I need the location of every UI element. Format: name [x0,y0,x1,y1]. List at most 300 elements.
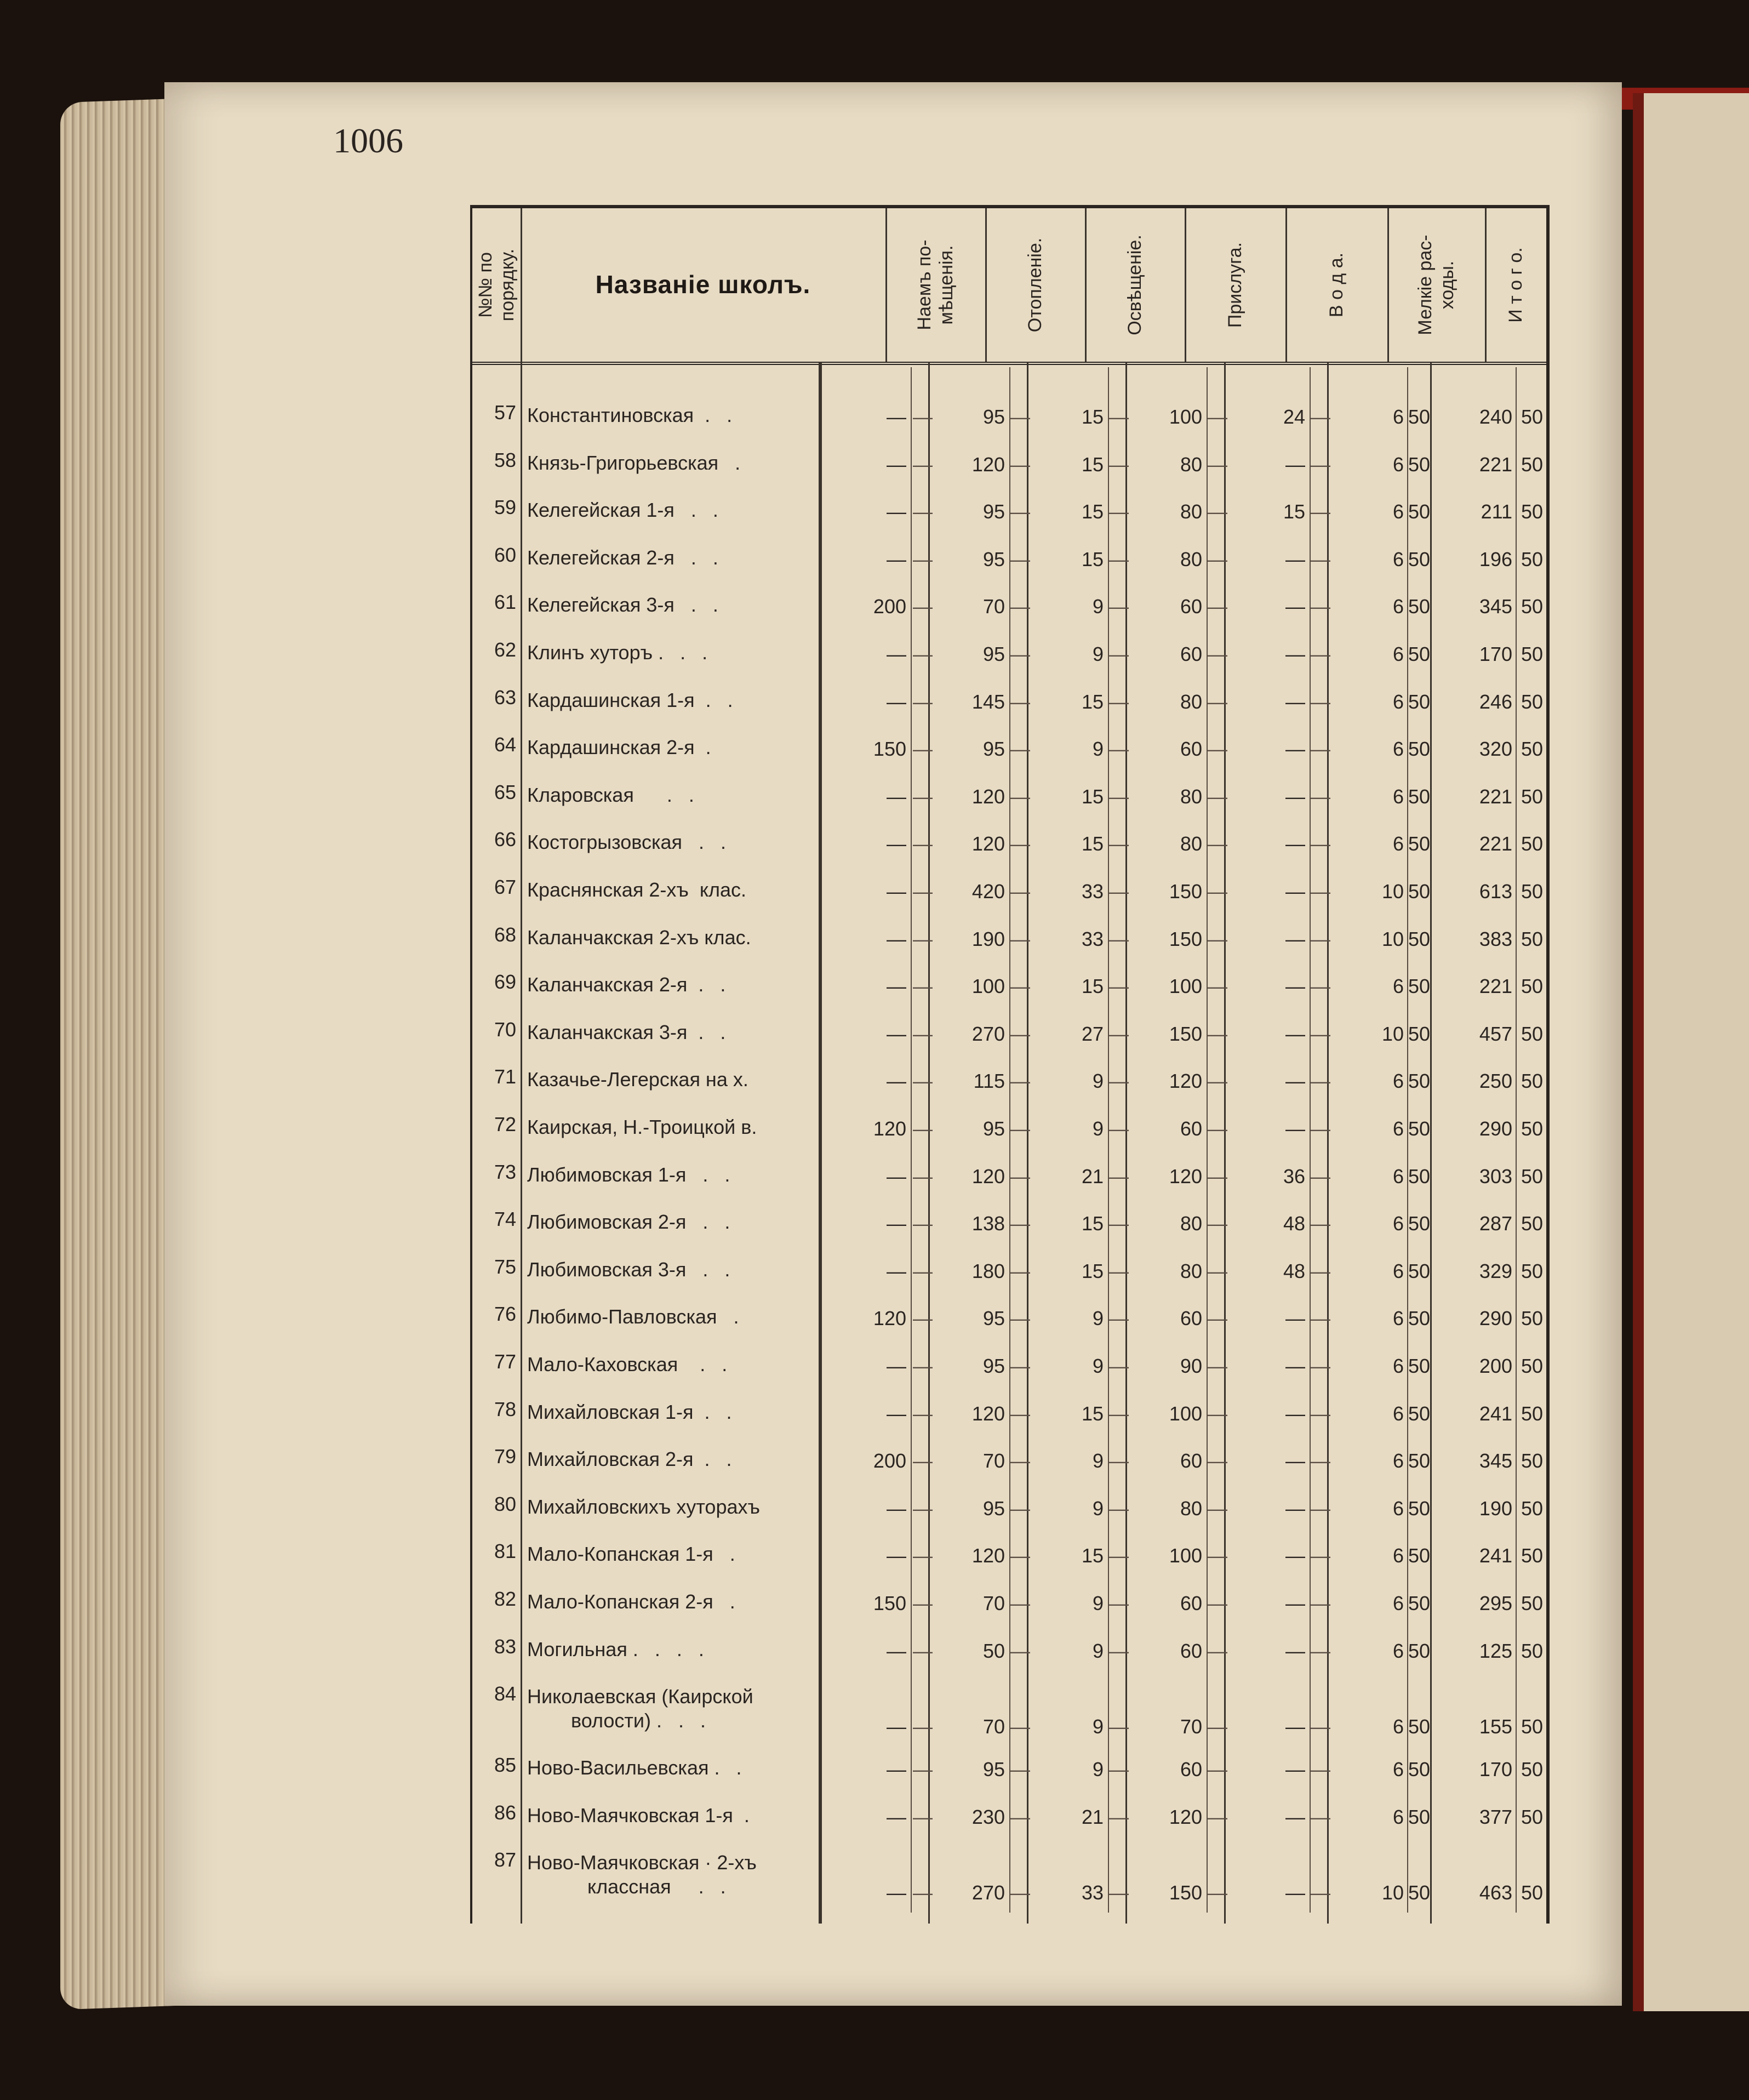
cell-serv-k: — [1208,1355,1227,1377]
cell-rent: — [887,500,906,523]
cell-light-k: — [1109,1881,1129,1904]
cell-water-k: — [1311,1259,1330,1282]
cell-total-k: 50 [1521,1307,1543,1330]
cell-rent: — [887,1758,906,1781]
cell-no: 65 [494,780,516,803]
table-row [472,875,1546,922]
cell-misc-k: 50 [1408,1544,1431,1567]
page-number: 1006 [333,121,403,160]
cell-light-k: — [1109,1402,1129,1425]
cell-name: Кларовская . . [527,783,694,806]
table-row [472,685,1546,732]
table-row [472,1064,1546,1111]
header-misc-label: Мелкіе рас- ходы. [1415,235,1458,335]
cell-serv-k: — [1208,1022,1227,1045]
table-row [472,1254,1546,1302]
cell-total-k: 50 [1521,975,1543,998]
cell-heat: 270 [971,1022,1005,1045]
cell-no: 83 [494,1635,516,1658]
cell-serv: 70 [1180,1715,1202,1738]
cell-rent-k: — [913,1022,933,1045]
cell-serv: 120 [1169,1805,1202,1828]
cell-rent: 200 [873,595,906,618]
cell-serv: 60 [1180,1307,1202,1330]
cell-water: — [1285,1497,1305,1520]
cell-name: Любимовская 1-я . . [527,1163,730,1186]
cell-serv-k: — [1208,1715,1227,1738]
cell-no: 80 [494,1492,516,1515]
cell-misc-k: 50 [1408,1259,1431,1282]
cell-serv-k: — [1208,1212,1227,1235]
cell-water-k: — [1311,1355,1330,1377]
cell-total-k: 50 [1521,1758,1543,1781]
table-row [472,827,1546,874]
cell-misc: 6 [1392,690,1404,713]
table-row [472,1207,1546,1254]
cell-no: 77 [494,1350,516,1373]
cell-light: 9 [1092,1355,1104,1377]
table-row [472,637,1546,684]
cell-rent-k: — [913,1544,933,1567]
cell-no: 85 [494,1754,516,1777]
cell-water: — [1285,975,1305,998]
cell-serv: 60 [1180,595,1202,618]
cell-rent-k: — [913,927,933,950]
header-rent [885,208,987,362]
cell-water-k: — [1311,832,1330,855]
cell-total: 250 [1479,1070,1512,1093]
table-row [472,1800,1546,1847]
cell-light: 27 [1081,1022,1104,1045]
cell-serv-k: — [1208,1070,1227,1093]
cell-light-k: — [1109,1165,1129,1188]
cell-light-k: — [1109,832,1129,855]
cell-misc-k: 50 [1408,1165,1431,1188]
cell-rent: 120 [873,1117,906,1140]
cell-total: 463 [1479,1881,1512,1904]
cell-heat-k: — [1010,1165,1030,1188]
header-water-label: В о д а. [1326,252,1347,318]
cell-misc: 6 [1392,1307,1404,1330]
cell-heat: 180 [971,1259,1005,1282]
cell-misc-k: 50 [1408,927,1431,950]
cell-serv-k: — [1208,547,1227,570]
cell-no: 67 [494,876,516,898]
cell-serv-k: — [1208,1639,1227,1662]
cell-total-k: 50 [1521,1070,1543,1093]
header-water [1285,208,1389,362]
cell-name: Любимовская 2-я . . [527,1211,730,1234]
cell-serv: 60 [1180,1450,1202,1473]
cell-name: Князь-Григорьевская . [527,451,741,474]
cell-water-k: — [1311,1307,1330,1330]
cell-heat: 50 [982,1639,1005,1662]
cell-misc: 6 [1392,1805,1404,1828]
header-lighting-label: Освѣщеніе. [1124,235,1145,335]
cell-heat-k: — [1010,690,1030,713]
cell-total-k: 50 [1521,1639,1543,1662]
cell-total-k: 50 [1521,880,1543,903]
cell-heat-k: — [1010,975,1030,998]
cell-heat: 120 [971,785,1005,808]
cell-heat-k: — [1010,453,1030,476]
cell-total-k: 50 [1521,453,1543,476]
cell-serv: 60 [1180,1758,1202,1781]
cell-light-k: — [1109,1259,1129,1282]
cell-total-k: 50 [1521,595,1543,618]
cell-light: 15 [1081,1212,1104,1235]
cell-water: 48 [1283,1259,1305,1282]
cell-light-k: — [1109,927,1129,950]
cell-light: 33 [1081,927,1104,950]
cell-light-k: — [1109,1070,1129,1093]
cell-light: 9 [1092,1497,1104,1520]
cell-serv: 60 [1180,738,1202,761]
cell-misc: 6 [1392,406,1404,428]
cell-name: Ново-Васильевская . . [527,1756,742,1779]
cell-total: 240 [1479,406,1512,428]
cell-rent: — [887,1212,906,1235]
cell-name: Михайловская 2-я . . [527,1448,732,1471]
cell-total: 457 [1479,1022,1512,1045]
cell-rent-k: — [913,1639,933,1662]
cell-water-k: — [1311,1165,1330,1188]
cell-rent-k: — [913,1355,933,1377]
cell-misc-k: 50 [1408,1355,1431,1377]
header-no-label: №№ по порядку. [475,248,518,322]
cell-total: 211 [1481,500,1512,523]
cell-rent-k: — [913,500,933,523]
cell-rent-k: — [913,880,933,903]
cell-total: 345 [1479,595,1512,618]
cell-total: 190 [1479,1497,1512,1520]
cell-rent-k: — [913,1165,933,1188]
cell-heat: 70 [982,1592,1005,1614]
cell-rent: — [887,1402,906,1425]
cell-light: 15 [1081,832,1104,855]
cell-misc-k: 50 [1408,547,1431,570]
cell-serv: 120 [1169,1070,1202,1093]
cell-name: Константиновская . . [527,404,733,426]
cell-misc: 6 [1392,1592,1404,1614]
cell-no: 70 [494,1018,516,1041]
cell-total-k: 50 [1521,832,1543,855]
cell-light-k: — [1109,1307,1129,1330]
header-rent-label: Наемъ по- мѣщенія. [914,239,957,330]
cell-total-k: 50 [1521,1805,1543,1828]
cell-no: 73 [494,1160,516,1183]
cell-serv-k: — [1208,1450,1227,1473]
cell-heat-k: — [1010,1497,1030,1520]
cell-misc: 6 [1392,1450,1404,1473]
cell-serv-k: — [1208,1758,1227,1781]
cell-heat-k: — [1010,500,1030,523]
cell-total: 287 [1479,1212,1512,1235]
cell-total-k: 50 [1521,1402,1543,1425]
cell-light-k: — [1109,1022,1129,1045]
cell-light-k: — [1109,1715,1129,1738]
cell-total: 221 [1479,453,1512,476]
cell-heat: 270 [971,1881,1005,1904]
cell-water: — [1285,1307,1305,1330]
cell-heat: 95 [982,547,1005,570]
cell-serv-k: — [1208,975,1227,998]
cell-name: Михайловская 1-я . . [527,1400,732,1423]
cell-heat: 70 [982,595,1005,618]
cell-total: 290 [1479,1307,1512,1330]
cell-rent-k: — [913,975,933,998]
cell-water-k: — [1311,1544,1330,1567]
cell-serv-k: — [1208,1881,1227,1904]
cell-water: — [1285,832,1305,855]
cell-heat: 230 [971,1805,1005,1828]
cell-total: 170 [1479,643,1512,665]
cell-light: 21 [1081,1165,1104,1188]
cell-water: — [1285,927,1305,950]
cell-rent: 150 [873,738,906,761]
cell-name: Любимовская 3-я . . [527,1258,730,1281]
cell-total-k: 50 [1521,406,1543,428]
cell-serv-k: — [1208,880,1227,903]
cell-rent: — [887,832,906,855]
cell-total: 383 [1479,927,1512,950]
cell-water: — [1285,643,1305,665]
cell-light-k: — [1109,1639,1129,1662]
cell-water-k: — [1311,1592,1330,1614]
cell-misc: 6 [1392,1070,1404,1093]
table-row [472,495,1546,542]
cell-water-k: — [1311,406,1330,428]
cell-total: 329 [1479,1259,1512,1282]
cell-misc: 6 [1392,1544,1404,1567]
cell-misc-k: 50 [1408,975,1431,998]
cell-total: 303 [1479,1165,1512,1188]
cell-light: 33 [1081,1881,1104,1904]
table-row [472,1160,1546,1207]
cell-serv-k: — [1208,1307,1227,1330]
table-row [472,732,1546,779]
cell-total-k: 50 [1521,927,1543,950]
cell-misc: 6 [1392,1259,1404,1282]
cell-light: 9 [1092,1070,1104,1093]
cell-rent: — [887,643,906,665]
cell-total-k: 50 [1521,690,1543,713]
cell-serv: 80 [1180,1497,1202,1520]
cell-total: 170 [1479,1758,1512,1781]
cell-misc-k: 50 [1408,1070,1431,1093]
cell-misc-k: 50 [1408,1117,1431,1140]
cell-light-k: — [1109,785,1129,808]
cell-total: 196 [1479,547,1512,570]
cell-misc-k: 50 [1408,1639,1431,1662]
table-row [472,400,1546,447]
cell-rent-k: — [913,1592,933,1614]
cell-heat-k: — [1010,1639,1030,1662]
cell-heat: 70 [982,1450,1005,1473]
cell-water: — [1285,1070,1305,1093]
cell-misc: 6 [1392,738,1404,761]
cell-total-k: 50 [1521,1715,1543,1738]
cell-water: — [1285,1117,1305,1140]
cell-serv: 90 [1180,1355,1202,1377]
table-row [472,590,1546,637]
cell-water-k: — [1311,1497,1330,1520]
cell-total-k: 50 [1521,1450,1543,1473]
cell-total: 290 [1479,1117,1512,1140]
cell-rent: — [887,406,906,428]
cell-light-k: — [1109,643,1129,665]
cell-heat: 95 [982,406,1005,428]
cell-name: Клинъ хуторъ . . . [527,641,708,664]
cell-heat: 95 [982,1307,1005,1330]
cell-serv-k: — [1208,690,1227,713]
cell-rent-k: — [913,1805,933,1828]
cell-heat: 138 [971,1212,1005,1235]
cell-total-k: 50 [1521,785,1543,808]
cell-water: — [1285,1881,1305,1904]
cell-light: 15 [1081,406,1104,428]
cell-serv-k: — [1208,595,1227,618]
cell-heat-k: — [1010,1544,1030,1567]
cell-heat: 120 [971,1165,1005,1188]
cell-water: — [1285,1544,1305,1567]
cell-total-k: 50 [1521,1165,1543,1188]
cell-serv: 100 [1169,975,1202,998]
cell-water-k: — [1311,738,1330,761]
cell-rent: 150 [873,1592,906,1614]
cell-light: 15 [1081,690,1104,713]
cell-misc-k: 50 [1408,500,1431,523]
cell-name: Костогрызовская . . [527,831,727,854]
table-row [472,1492,1546,1539]
cell-light: 15 [1081,785,1104,808]
cell-heat: 120 [971,453,1005,476]
cell-heat-k: — [1010,1307,1030,1330]
table-row [472,1397,1546,1444]
cell-misc-k: 50 [1408,880,1431,903]
cell-heat-k: — [1010,1355,1030,1377]
cell-serv: 80 [1180,785,1202,808]
cell-heat-k: — [1010,1022,1030,1045]
header-school-label: Названiе школъ. [595,270,811,299]
cell-heat-k: — [1010,1259,1030,1282]
cell-light: 15 [1081,975,1104,998]
cell-light: 15 [1081,1259,1104,1282]
cell-total: 377 [1479,1805,1512,1828]
cell-water-k: — [1311,500,1330,523]
cell-serv: 80 [1180,832,1202,855]
cell-rent-k: — [913,1758,933,1781]
cell-light: 15 [1081,1544,1104,1567]
cell-misc-k: 50 [1408,1022,1431,1045]
cell-light: 15 [1081,1402,1104,1425]
cell-heat: 120 [971,832,1005,855]
cell-no: 60 [494,543,516,566]
cell-serv: 60 [1180,643,1202,665]
cell-misc: 6 [1392,547,1404,570]
cell-rent: — [887,880,906,903]
cell-water: — [1285,1715,1305,1738]
cell-heat: 115 [973,1070,1005,1093]
cell-name: Келегейская 3-я . . [527,594,718,617]
cell-rent: — [887,1497,906,1520]
cell-water-k: — [1311,1805,1330,1828]
header-total-label: И т о г о. [1505,247,1526,323]
cell-misc: 10 [1381,1881,1404,1904]
cell-serv-k: — [1208,406,1227,428]
cell-heat: 420 [971,880,1005,903]
cell-misc-k: 50 [1408,595,1431,618]
cell-serv-k: — [1208,1592,1227,1614]
cell-misc-k: 50 [1408,1805,1431,1828]
cell-heat-k: — [1010,1117,1030,1140]
cell-water: — [1285,1402,1305,1425]
cell-misc-k: 50 [1408,406,1431,428]
cell-rent: — [887,785,906,808]
cell-misc: 6 [1392,1497,1404,1520]
cell-water-k: — [1311,785,1330,808]
table-row [472,1634,1546,1681]
cell-misc: 6 [1392,1355,1404,1377]
cell-water-k: — [1311,975,1330,998]
cell-rent-k: — [913,1497,933,1520]
cell-heat-k: — [1010,406,1030,428]
cell-heat: 120 [971,1544,1005,1567]
cell-light: 15 [1081,547,1104,570]
table-row [472,1112,1546,1159]
cell-serv-k: — [1208,1544,1227,1567]
cell-serv-k: — [1208,1165,1227,1188]
header-total [1485,208,1546,362]
cell-rent-k: — [913,1117,933,1140]
cell-serv-k: — [1208,1497,1227,1520]
cell-serv-k: — [1208,785,1227,808]
cell-total: 155 [1479,1715,1512,1738]
cell-misc-k: 50 [1408,1402,1431,1425]
cell-rent: — [887,1165,906,1188]
cell-water: — [1285,1758,1305,1781]
cell-total: 295 [1479,1592,1512,1614]
cell-misc-k: 50 [1408,832,1431,855]
cell-total-k: 50 [1521,643,1543,665]
cell-total-k: 50 [1521,1212,1543,1235]
cell-rent-k: — [913,1307,933,1330]
cell-heat: 145 [971,690,1005,713]
table-row [472,1539,1546,1586]
cell-light-k: — [1109,1212,1129,1235]
cell-water-k: — [1311,880,1330,903]
cell-rent-k: — [913,595,933,618]
cell-name: Краснянская 2-хъ клас. [527,878,747,901]
cell-rent-k: — [913,1715,933,1738]
cell-total-k: 50 [1521,1592,1543,1614]
cell-light: 9 [1092,1450,1104,1473]
cell-no: 82 [494,1588,516,1610]
cell-water: — [1285,1639,1305,1662]
cell-water: 24 [1283,406,1305,428]
cell-rent: — [887,1881,906,1904]
table-row [472,1847,1546,1919]
header-school [521,208,887,362]
cell-heat-k: — [1010,1715,1030,1738]
cell-serv-k: — [1208,500,1227,523]
expense-table [470,205,1550,1924]
cell-rent-k: — [913,547,933,570]
cell-serv-k: — [1208,832,1227,855]
cell-name: Каланчакская 3-я . . [527,1020,726,1043]
cell-water: — [1285,1450,1305,1473]
cell-light: 9 [1092,1307,1104,1330]
